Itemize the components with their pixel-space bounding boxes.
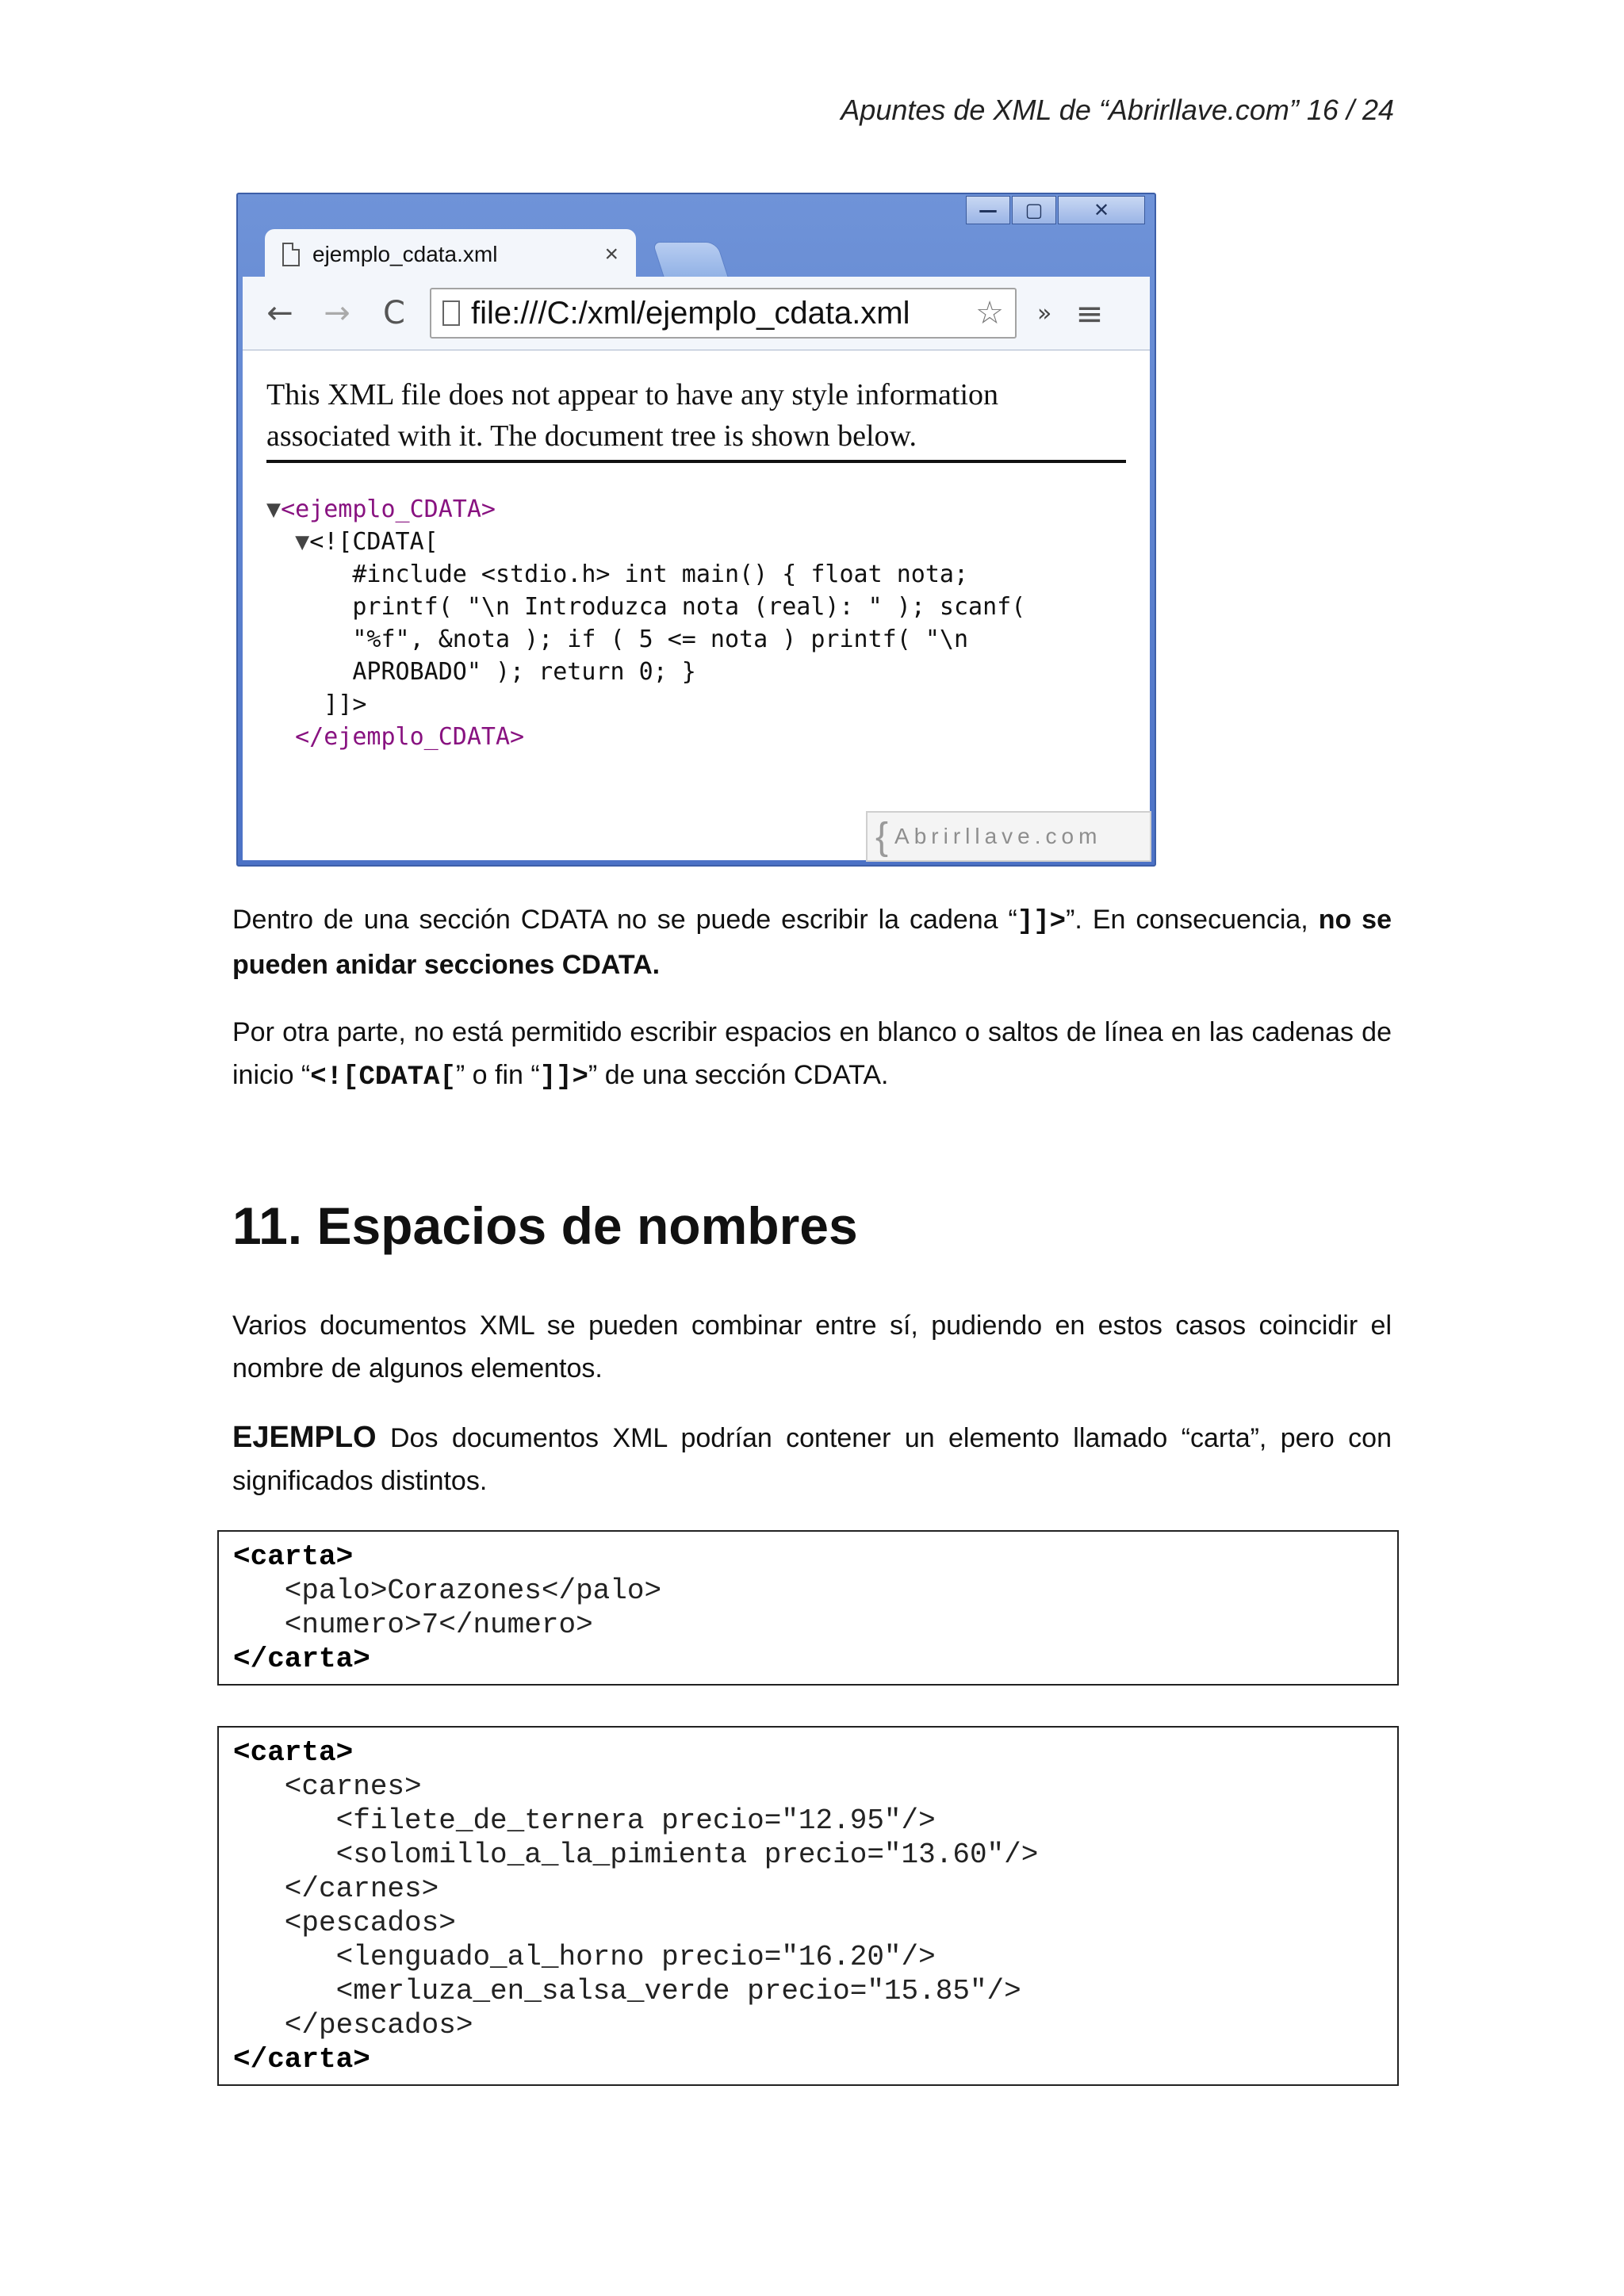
bookmark-star-icon[interactable]: ☆ xyxy=(975,295,1004,331)
code-line: <carnes> xyxy=(233,1770,422,1803)
code-block-carta-2 xyxy=(217,1726,1399,2086)
paragraph-cdata-whitespace xyxy=(232,1011,1392,1099)
address-url: file:///C:/xml/ejemplo_cdata.xml xyxy=(471,295,910,331)
document-icon xyxy=(282,243,300,266)
collapse-triangle-icon[interactable]: ▼ xyxy=(295,528,310,556)
text-run: ” de una sección CDATA. xyxy=(588,1060,889,1090)
paragraph-cdata-nesting xyxy=(232,898,1392,986)
cdata-line: "%f", &nota ); if ( 5 <= nota ) printf( "\n xyxy=(352,626,969,653)
code-line: <numero>7</numero> xyxy=(233,1609,593,1641)
minimize-button[interactable]: — xyxy=(966,196,1010,224)
text-run: ”. En consecuencia, xyxy=(1066,905,1319,935)
code-block-carta-1 xyxy=(217,1530,1399,1686)
inline-code: <![CDATA[ xyxy=(310,1062,456,1093)
section-heading: 11. Espacios de nombres xyxy=(232,1196,858,1255)
menu-icon[interactable]: ≡ xyxy=(1075,293,1104,333)
file-icon xyxy=(442,300,460,326)
inline-code: ]]> xyxy=(1017,907,1067,937)
text-run: Dentro de una sección CDATA no se puede escribir la cadena “ xyxy=(232,905,1017,935)
inline-code: ]]> xyxy=(539,1062,588,1093)
extensions-overflow-icon[interactable]: » xyxy=(1037,299,1052,327)
reload-icon[interactable]: C xyxy=(383,295,405,331)
code-line: <solomillo_a_la_pimienta precio="13.60"/> xyxy=(233,1839,1039,1871)
browser-screenshot xyxy=(236,193,1156,867)
browser-toolbar xyxy=(243,277,1150,350)
text-run: Por otra parte, no está permitido escribir espacios en blanco o saltos de línea en las cadenas de inicio “ xyxy=(232,1017,1392,1090)
code-line: <merluza_en_salsa_verde precio="15.85"/> xyxy=(233,1975,1021,2007)
browser-viewport xyxy=(243,350,1150,860)
brace-logo-icon: { xyxy=(875,815,889,858)
bold-text: no se pueden anidar secciones CDATA. xyxy=(232,905,1392,980)
cdata-close: ]]> xyxy=(324,691,367,718)
example-paragraph xyxy=(232,1416,1392,1502)
header-title: Apuntes de XML de “Abrirllave.com” xyxy=(841,94,1299,126)
page-number: 16 / 24 xyxy=(1306,94,1394,126)
code-line: </carta> xyxy=(233,1643,370,1675)
watermark xyxy=(866,811,1151,862)
code-line: </pescados> xyxy=(233,2009,473,2042)
example-label: EJEMPLO xyxy=(232,1421,377,1454)
new-tab-button[interactable] xyxy=(652,242,730,280)
cdata-line: #include <stdio.h> int main() { float nota; xyxy=(352,561,969,588)
xml-open-tag: <ejemplo_CDATA> xyxy=(281,496,496,523)
xml-style-notice: This XML file does not appear to have any style information associated with it. The document tree is shown below. xyxy=(266,378,999,453)
collapse-triangle-icon[interactable]: ▼ xyxy=(266,496,282,523)
code-line: <palo>Corazones</palo> xyxy=(233,1575,662,1607)
code-line: </carta> xyxy=(233,2043,370,2076)
xml-close-tag: </ejemplo_CDATA> xyxy=(295,723,525,751)
code-line: <lenguado_al_horno precio="16.20"/> xyxy=(233,1941,936,1973)
text-run: ” o fin “ xyxy=(455,1060,540,1090)
back-icon[interactable]: ← xyxy=(266,295,293,331)
watermark-text: Abrirllave.com xyxy=(894,824,1102,848)
window-controls xyxy=(964,196,1145,224)
cdata-line: APROBADO" ); return 0; } xyxy=(352,658,696,686)
code-line: <carta> xyxy=(233,1736,354,1769)
browser-tab[interactable] xyxy=(265,229,636,280)
tab-title: ejemplo_cdata.xml xyxy=(312,242,498,266)
section-intro: Varios documentos XML se pueden combinar entre sí, pudiendo en estos casos coincidir el nombre de algunos elementos. xyxy=(232,1311,1392,1383)
divider xyxy=(266,460,1126,463)
close-window-button[interactable]: ✕ xyxy=(1058,196,1145,224)
page-header xyxy=(841,94,1394,127)
cdata-line: printf( "\n Introduzca nota (real): " ); scanf( xyxy=(352,593,1026,621)
cdata-open: <![CDATA[ xyxy=(309,528,439,556)
code-line: <filete_de_ternera precio="12.95"/> xyxy=(233,1804,936,1837)
xml-tree xyxy=(266,493,1025,753)
code-line: <carta> xyxy=(233,1540,354,1573)
example-text: Dos documentos XML podrían contener un elemento llamado “carta”, pero con significados distintos. xyxy=(232,1423,1392,1496)
address-bar[interactable] xyxy=(430,288,1017,339)
maximize-button[interactable]: ▢ xyxy=(1012,196,1056,224)
tab-close-icon[interactable]: × xyxy=(604,241,619,267)
forward-icon[interactable]: → xyxy=(324,295,350,331)
code-line: </carnes> xyxy=(233,1873,439,1905)
code-line: <pescados> xyxy=(233,1907,456,1939)
